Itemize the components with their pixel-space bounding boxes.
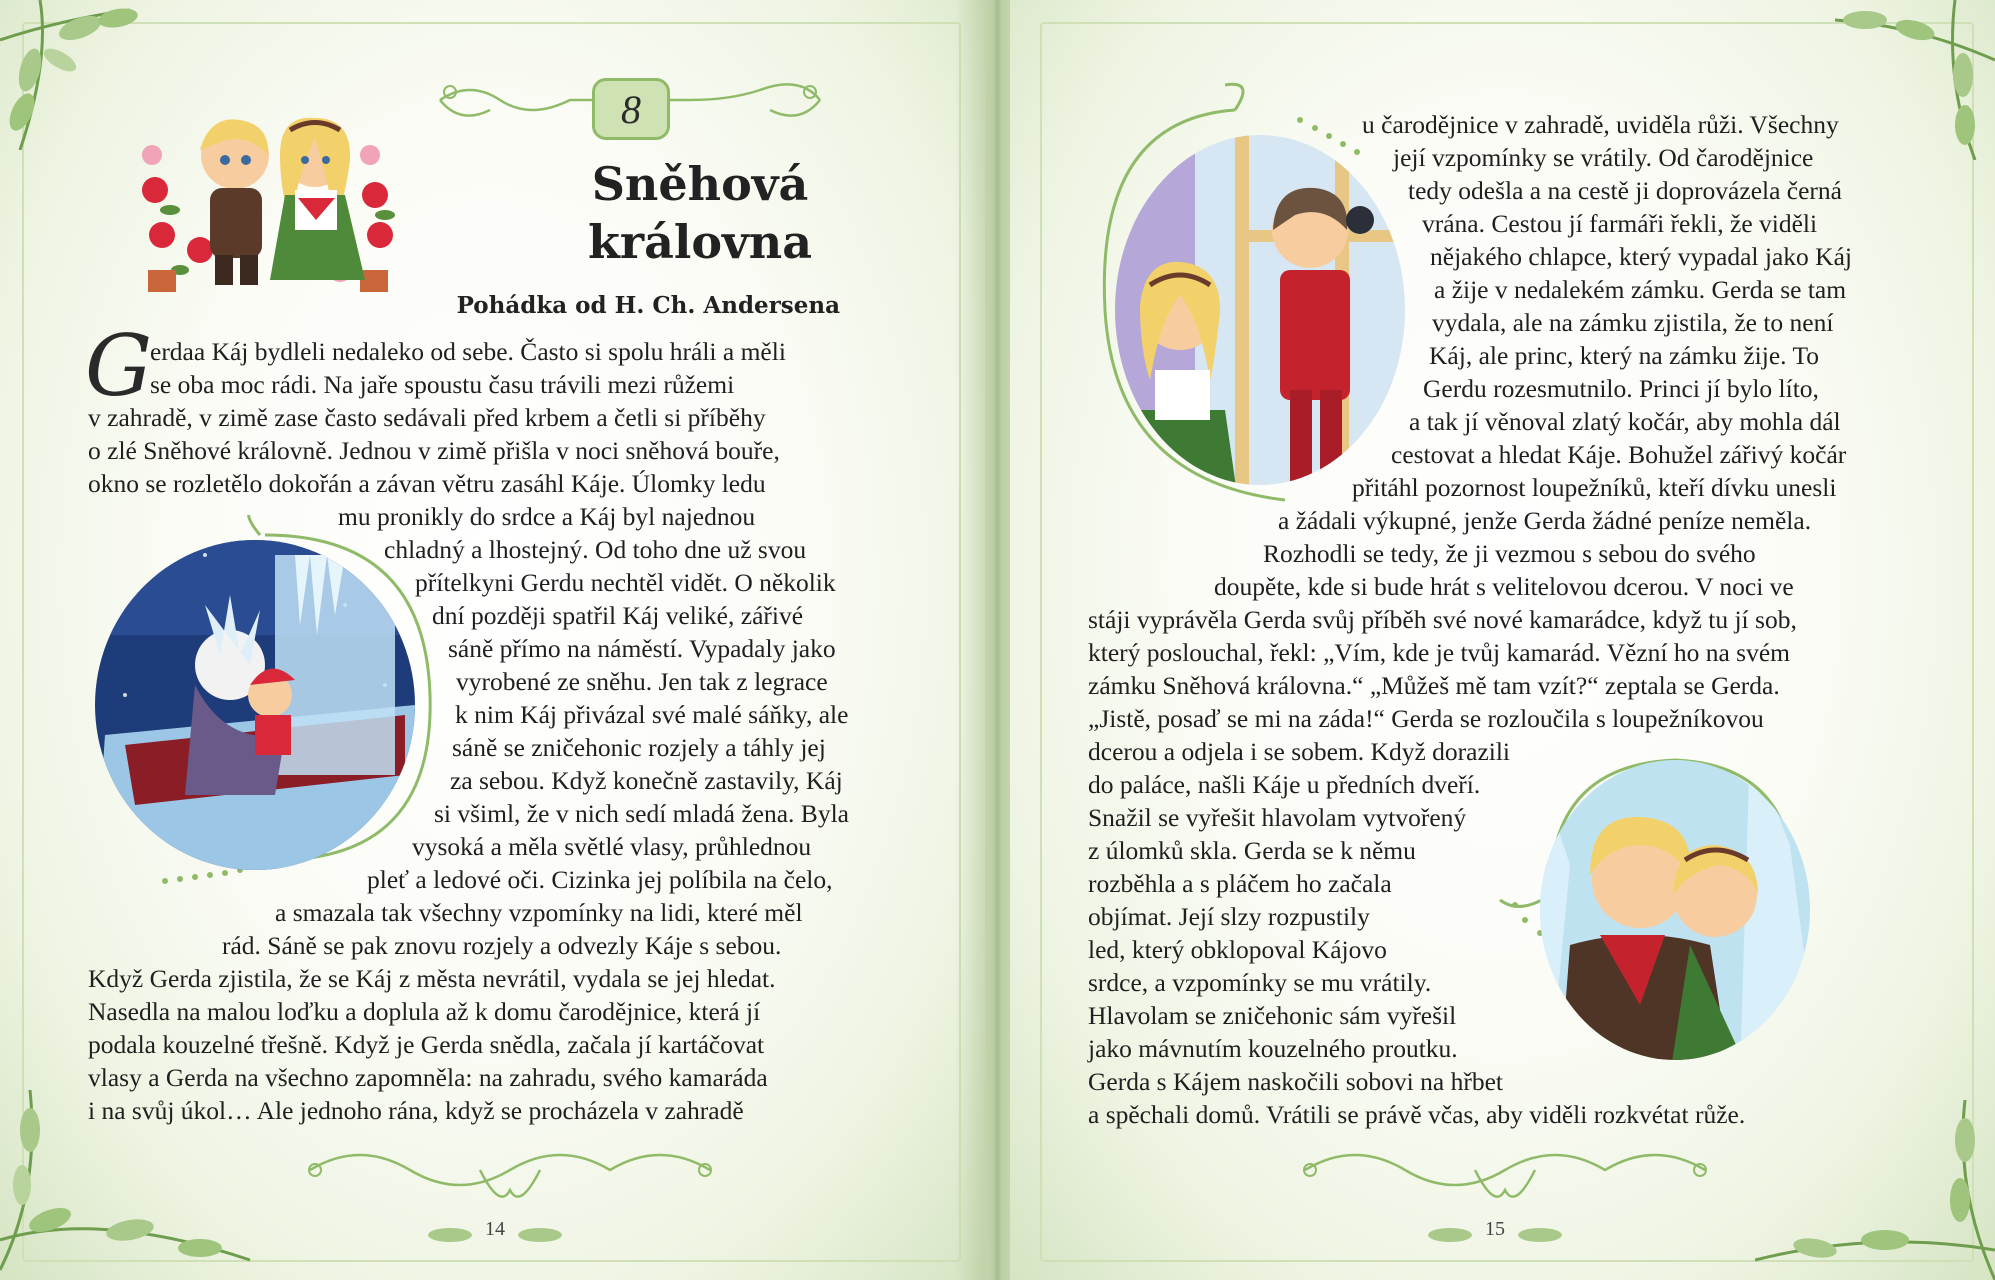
text-line: a žádali výkupné, jenže Gerda žádné peníze neměla. xyxy=(1278,506,1812,535)
text-line: a tak jí věnoval zlatý kočár, aby mohla dál xyxy=(1409,407,1841,436)
drop-cap: G xyxy=(85,317,153,415)
text-line: a smazala tak všechny vzpomínky na lidi, které měl xyxy=(275,898,803,927)
chapter-number-badge: 8 xyxy=(592,78,670,140)
snow-queen-sleigh-illustration xyxy=(85,515,445,885)
text-line: nějakého chlapce, který vypadal jako Káj xyxy=(1430,242,1852,271)
page-number: 14 xyxy=(485,1218,505,1240)
title-line-1: Sněhová xyxy=(591,157,809,211)
corner-leaves-ornament xyxy=(0,1090,260,1280)
text-line: rozběhla a s pláčem ho začala xyxy=(1088,869,1392,898)
text-line: Nasedla na malou loďku a doplula až k domu čarodějnice, která jí xyxy=(88,997,761,1026)
text-line: dcerou a odjela i se sobem. Když dorazili xyxy=(1088,737,1511,766)
text-line: stáji vyprávěla Gerda svůj příběh své nové kamarádce, když tu jí sob, xyxy=(1088,605,1797,634)
text-line: v zahradě, v zimě zase často sedávali před krbem a četli si příběhy xyxy=(88,403,766,432)
page-number: 15 xyxy=(1485,1218,1505,1240)
text-line: u čarodějnice v zahradě, uviděla růži. Všechny xyxy=(1362,110,1839,139)
bottom-scroll-ornament xyxy=(300,1130,720,1230)
kids-with-roses-illustration xyxy=(140,110,400,295)
text-line: led, který obklopoval Kájovo xyxy=(1088,935,1387,964)
text-line: Když Gerda zjistila, že se Káj z města nevrátil, vydala se jej hledat. xyxy=(88,964,776,993)
text-line: tedy odešla a na cestě ji doprovázela černá xyxy=(1408,176,1842,205)
text-line: Gerdu rozesmutnilo. Princi jí bylo líto, xyxy=(1423,374,1819,403)
corner-leaves-ornament xyxy=(1815,0,1995,160)
text-line: Snažil se vyřešit hlavolam vytvořený xyxy=(1088,803,1467,832)
text-line: „Jistě, posaď se mi na záda!“ Gerda se rozloučila s loupežníkovou xyxy=(1088,704,1764,733)
text-line: Hlavolam se zničehonic sám vyřešil xyxy=(1088,1001,1457,1030)
text-line: rád. Sáně se pak znovu rozjely a odvezly Káje s sebou. xyxy=(222,931,782,960)
text-line: podala kouzelné třešně. Když je Gerda snědla, začala jí kartáčovat xyxy=(88,1030,765,1059)
text-line: její vzpomínky se vrátily. Od čarodějnice xyxy=(1393,143,1814,172)
text-line: Gerda s Kájem naskočili sobovi na hřbet xyxy=(1088,1067,1503,1096)
text-line: vrána. Cestou jí farmáři řekli, že viděli xyxy=(1422,209,1818,238)
text-line: i na svůj úkol… Ale jednoho rána, když se procházela v zahradě xyxy=(88,1096,744,1125)
text-line: se oba moc rádi. Na jaře spoustu času trávili mezi růžemi xyxy=(150,370,735,399)
text-line: Rozhodli se tedy, že ji vezmou s sebou do svého xyxy=(1263,539,1756,568)
text-line: k nim Káj přivázal své malé sáňky, ale xyxy=(455,700,849,729)
text-line: o zlé Sněhové královně. Jednou v zimě přišla v noci sněhová bouře, xyxy=(88,436,780,465)
text-line: erdaa Káj bydleli nedaleko od sebe. Často si spolu hráli a měli xyxy=(150,337,786,366)
text-line: Káj, ale princ, který na zámku žije. To xyxy=(1429,341,1820,370)
text-line: chladný a lhostejný. Od toho dne už svou xyxy=(384,535,807,564)
text-line: si všiml, že v nich sedí mladá žena. Byla xyxy=(434,799,849,828)
story-subtitle: Pohádka od H. Ch. Andersena xyxy=(456,292,840,319)
text-line: pleť a ledové oči. Cizinka jej políbila na čelo, xyxy=(367,865,833,894)
text-line: zámku Sněhová královna.“ „Můžeš mě tam vzít?“ zeptala se Gerda. xyxy=(1088,671,1780,700)
text-line: který poslouchal, řekl: „Vím, kde je tvůj kamarád. Vězní ho na svém xyxy=(1088,638,1790,667)
text-line: vysoká a měla světlé vlasy, průhlednou xyxy=(412,832,812,861)
text-line: do paláce, našli Káje u předních dveří. xyxy=(1088,770,1481,799)
text-line: mu pronikly do srdce a Káj byl najednou xyxy=(338,502,756,531)
text-line: a spěchali domů. Vrátili se právě včas, aby viděli rozkvétat růže. xyxy=(1088,1100,1746,1129)
gerda-hugging-kaj-illustration xyxy=(1490,745,1820,1075)
text-line: cestovat a hledat Káje. Bohužel zářivý kočár xyxy=(1391,440,1847,469)
text-line: z úlomků skla. Gerda se k němu xyxy=(1088,836,1416,865)
text-line: za sebou. Když konečně zastavily, Káj xyxy=(450,766,843,795)
text-line: sáně se zničehonic rozjely a táhly jej xyxy=(452,733,826,762)
text-line: přitáhl pozornost loupežníků, kteří dívku unesli xyxy=(1352,473,1837,502)
text-line: objímat. Její slzy rozpustily xyxy=(1088,902,1370,931)
text-line: vydala, ale na zámku zjistila, že to není xyxy=(1432,308,1834,337)
text-line: a žije v nedalekém zámku. Gerda se tam xyxy=(1434,275,1847,304)
title-line-2: královna xyxy=(587,215,813,269)
corner-leaves-ornament xyxy=(1755,1100,1995,1280)
text-line: vyrobené ze sněhu. Jen tak z legrace xyxy=(456,667,828,696)
text-line: srdce, a vzpomínky se mu vrátily. xyxy=(1088,968,1432,997)
text-line: jako mávnutím kouzelného proutku. xyxy=(1088,1034,1458,1063)
text-line: dní později spatřil Káj veliké, zářivé xyxy=(432,601,804,630)
text-line: okno se rozletělo dokořán a závan větru zasáhl Káje. Úlomky ledu xyxy=(88,469,766,498)
text-line: doupěte, kde si bude hrát s velitelovou dcerou. V noci ve xyxy=(1214,572,1794,601)
right-page xyxy=(1010,0,1995,1280)
left-page xyxy=(0,0,985,1280)
bottom-scroll-ornament xyxy=(1295,1130,1715,1230)
story-title xyxy=(480,155,920,271)
text-line: vlasy a Gerda na všechno zapomněla: na zahradu, svého kamaráda xyxy=(88,1063,768,1092)
text-line: sáně přímo na náměstí. Vypadaly jako xyxy=(448,634,836,663)
text-line: přítelkyni Gerdu nechtěl vidět. O několik xyxy=(415,568,836,597)
